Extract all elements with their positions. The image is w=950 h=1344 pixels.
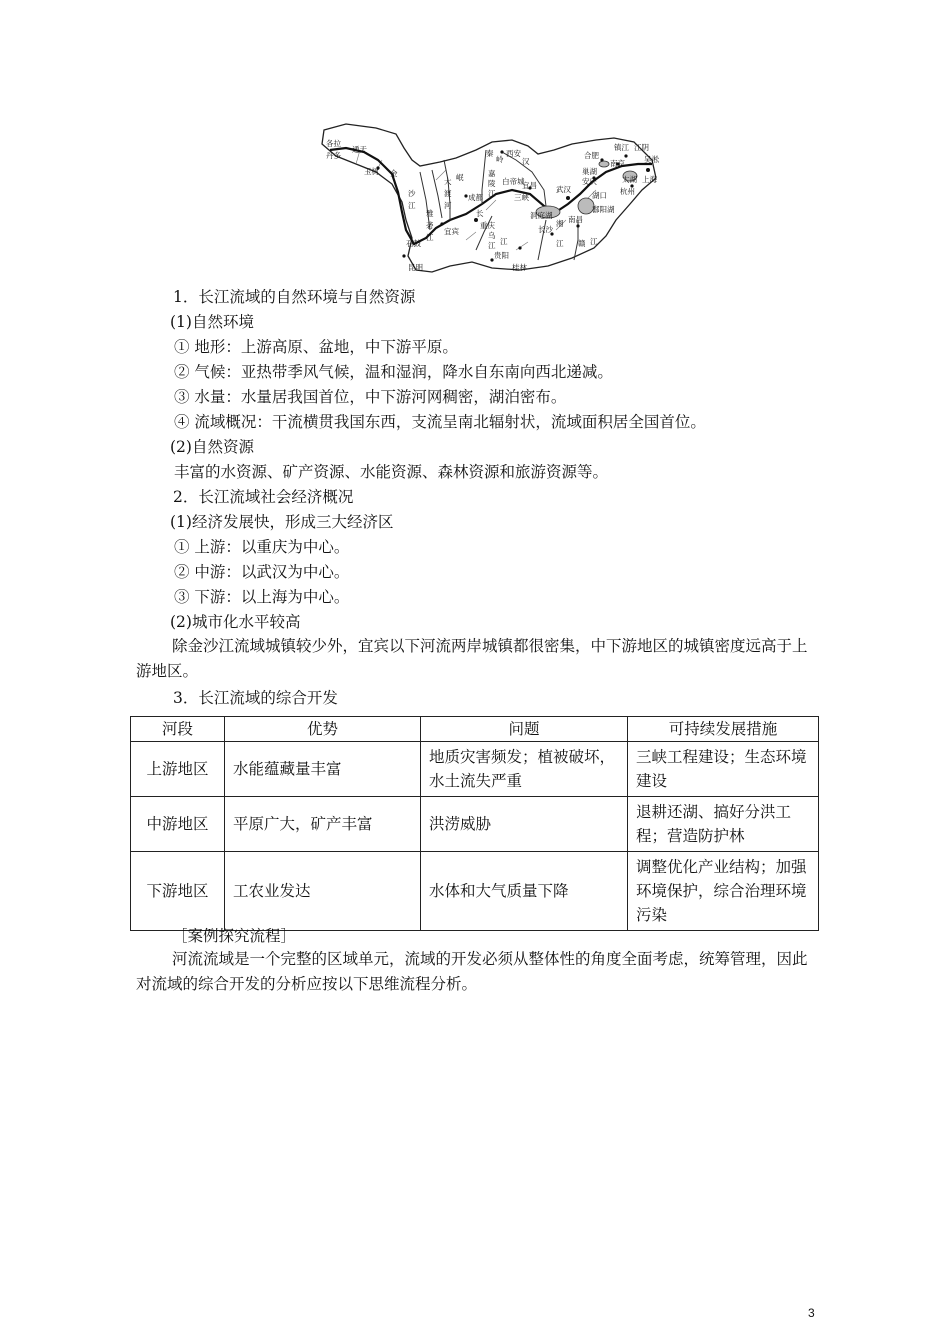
map-label: 玉树 <box>364 167 379 176</box>
map-label: 丹多 <box>326 151 341 160</box>
map-label: 湘 <box>556 219 564 228</box>
table-header: 河段 <box>131 717 225 742</box>
table-cell: 水能蕴藏量丰富 <box>224 742 420 797</box>
map-label: 金 <box>390 169 398 178</box>
map-label: 乌 <box>488 231 496 240</box>
map-label: 成都 <box>468 193 483 202</box>
map-label: 大 <box>444 177 452 186</box>
table-cell: 三峡工程建设；生态环境建设 <box>628 742 819 797</box>
map-label: 鄱阳湖 <box>592 205 615 214</box>
map-label: 镇江 <box>614 143 629 152</box>
table-header: 问题 <box>420 717 627 742</box>
body-text: 丰富的水资源、矿产资源、水能资源、森林资源和旅游资源等。 <box>174 463 609 481</box>
map-label: 长 <box>476 209 484 218</box>
table-row <box>131 852 819 931</box>
list-item: ① 上游：以重庆为中心。 <box>174 538 350 556</box>
map-label: 嘉 <box>488 169 496 178</box>
subsection-heading: (2)自然资源 <box>170 438 254 456</box>
map-label: 贵阳 <box>494 251 509 260</box>
page-number: 3 <box>808 1306 815 1320</box>
yangtze-basin-map <box>316 120 660 276</box>
chao-lake <box>599 161 609 167</box>
list-item: ② 气候：亚热带季风气候，温和湿润，降水自东南向西北递减。 <box>174 363 613 381</box>
section-2-title: 2．长江流域社会经济概况 <box>173 488 354 506</box>
map-label: 汉 <box>522 157 530 166</box>
map-label: 南昌 <box>568 215 583 224</box>
map-label: 桂林 <box>512 263 527 272</box>
list-item: ③ 水量：水量居我国首位，中下游河网稠密，湖泊密布。 <box>174 388 567 406</box>
map-label: 石鼓 <box>406 239 421 248</box>
map-label: 渡 <box>444 189 452 198</box>
map-label: 江 <box>556 239 564 248</box>
subsection-heading: (1)经济发展快，形成三大经济区 <box>170 513 394 531</box>
table-header: 优势 <box>224 717 420 742</box>
list-item: ④ 流域概况：干流横贯我国东西，支流呈南北辐射状，流域面积居全国首位。 <box>174 413 706 431</box>
map-label: 昆明 <box>408 263 423 272</box>
table-cell: 工农业发达 <box>224 852 420 931</box>
map-label: 太湖 <box>622 175 637 184</box>
table-cell: 中游地区 <box>131 797 225 852</box>
map-label: 江 <box>426 233 434 242</box>
map-label: 秦 <box>486 149 494 158</box>
map-label: 江 <box>500 237 508 246</box>
map-label: 沙 <box>408 189 416 198</box>
map-label: 西安 <box>506 149 521 158</box>
table-header: 可持续发展措施 <box>628 717 819 742</box>
map-label: 长沙 <box>538 225 553 234</box>
map-label: 武汉 <box>556 185 571 194</box>
section-3-title: 3．长江流域的综合开发 <box>173 689 338 707</box>
map-label: 重庆 <box>480 221 495 230</box>
table-cell: 平原广大，矿产丰富 <box>224 797 420 852</box>
map-label: 江 <box>488 189 496 198</box>
list-item: ② 中游：以武汉为中心。 <box>174 563 350 581</box>
list-item: ① 地形：上游高原、盆地，中下游平原。 <box>174 338 458 356</box>
map-label: 河 <box>444 201 452 210</box>
table-cell: 下游地区 <box>131 852 225 931</box>
map-label: 江 <box>590 237 598 246</box>
body-paragraph: 除金沙江流域城镇较少外，宜宾以下河流两岸城镇都很密集，中下游地区的城镇密度远高于上游地区。 <box>136 637 808 680</box>
map-label: 江阴 <box>634 143 649 152</box>
map-label: 江 <box>488 241 496 250</box>
table-row <box>131 797 819 852</box>
map-label: 合肥 <box>584 151 599 160</box>
table-cell: 调整优化产业结构；加强环境保护，综合治理环境污染 <box>628 852 819 931</box>
map-label: 岭 <box>496 155 504 164</box>
map-label: 岷 <box>456 173 464 182</box>
case-paragraph: 河流流域是一个完整的区域单元，流域的开发必须从整体性的角度全面考虑，统筹管理，因此对流域的综合开发的分析应按以下思维流程分析。 <box>136 950 808 993</box>
map-label: 雅 <box>426 209 434 218</box>
map-label: 宜宾 <box>444 227 459 236</box>
map-label: 各拉 <box>326 139 341 148</box>
map-label: 巢湖 <box>582 167 597 176</box>
subsection-heading: (1)自然环境 <box>170 313 254 331</box>
map-label: 砻 <box>426 221 434 230</box>
table-cell: 洪涝威胁 <box>420 797 627 852</box>
map-label: 赣 <box>578 239 586 248</box>
table-cell: 退耕还湖、搞好分洪工程；营造防护林 <box>628 797 819 852</box>
development-table <box>130 716 819 931</box>
map-label: 安庆 <box>582 177 597 186</box>
map-label: 白帝城 <box>502 177 525 186</box>
map-label: 三峡 <box>514 193 529 202</box>
case-title: ［案例探究流程］ <box>172 927 297 945</box>
table-header-row <box>131 717 819 742</box>
map-label: 宜昌 <box>522 181 537 190</box>
table-cell: 上游地区 <box>131 742 225 797</box>
map-label: 上海 <box>642 175 657 184</box>
table-cell: 地质灾害频发；植被破坏，水土流失严重 <box>420 742 627 797</box>
table-cell: 水体和大气质量下降 <box>420 852 627 931</box>
map-label: 南京 <box>610 159 625 168</box>
subsection-heading: (2)城市化水平较高 <box>170 613 301 631</box>
map-label: 湖口 <box>592 191 607 200</box>
section-1-title: 1．长江流域的自然环境与自然资源 <box>173 288 416 306</box>
map-label: 通天 <box>352 145 367 154</box>
map-label: 陵 <box>488 179 496 188</box>
map-label: 杭州 <box>620 187 635 196</box>
map-label: 江 <box>408 201 416 210</box>
list-item: ③ 下游：以上海为中心。 <box>174 588 350 606</box>
map-label: 洞庭湖 <box>530 211 553 220</box>
table-row <box>131 742 819 797</box>
tributary-dadu <box>432 170 442 218</box>
map-label: 吴淞 <box>644 155 659 164</box>
